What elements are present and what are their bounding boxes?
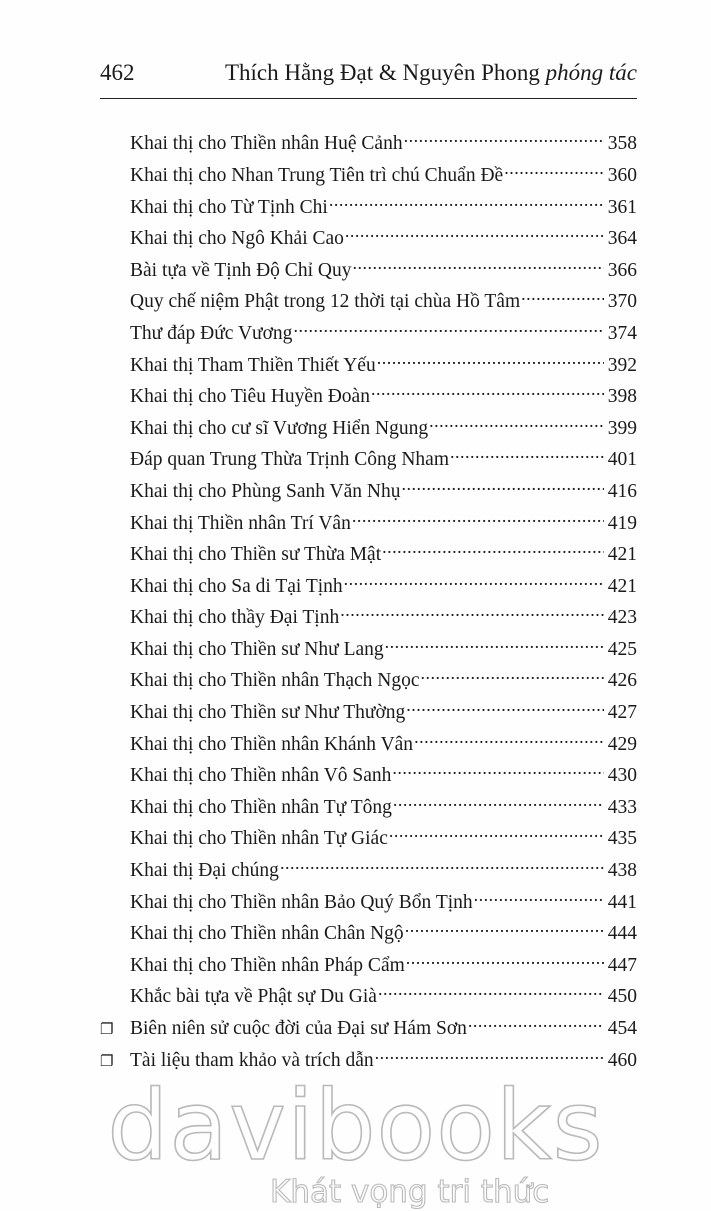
dot-leader <box>292 316 603 339</box>
toc-entry <box>100 221 637 253</box>
toc-entry <box>100 884 637 916</box>
dot-leader <box>388 821 604 844</box>
toc-entry <box>100 853 637 885</box>
toc-entry <box>100 758 637 790</box>
toc-entry-page: 360 <box>607 164 637 186</box>
dot-leader <box>376 347 604 370</box>
toc-entry-label: Khai thị cho Thiền sư Thừa Mật <box>130 544 382 566</box>
toc-entry <box>100 916 637 948</box>
dot-leader <box>344 221 604 244</box>
dot-leader <box>328 189 604 212</box>
page-header <box>100 60 637 96</box>
dot-leader <box>428 410 604 433</box>
toc-entry-label: Khai thị cho Thiền nhân Tự Tông <box>130 796 392 818</box>
running-title <box>225 60 637 86</box>
toc-entry-page: 399 <box>607 417 637 439</box>
toc-entry <box>100 474 637 506</box>
dot-leader <box>467 1011 604 1034</box>
header-rule <box>100 98 637 99</box>
toc-entry-page: 444 <box>607 923 637 945</box>
toc-entry-label: Tài liệu tham khảo và trích dẫn <box>130 1049 374 1071</box>
toc-entry-page: 366 <box>607 259 637 281</box>
toc-entry <box>100 695 637 727</box>
toc-entry-page: 421 <box>607 544 637 566</box>
toc-entry <box>100 600 637 632</box>
toc-entry-label: Bài tựa về Tịnh Độ Chỉ Quy <box>130 259 352 281</box>
dot-leader <box>473 884 604 907</box>
toc-entry-page: 392 <box>607 354 637 376</box>
toc-entry <box>100 284 637 316</box>
toc-entry-label: Khai thị cho Nhan Trung Tiên trì chú Chuẩn Đề <box>130 164 504 186</box>
toc-entry-page: 398 <box>607 386 637 408</box>
toc-entry-page: 364 <box>607 228 637 250</box>
toc-entry <box>100 442 637 474</box>
dot-leader <box>351 252 603 275</box>
toc-entry-label: Khai thị cho Thiền nhân Thạch Ngọc <box>130 670 420 692</box>
dot-leader <box>370 379 604 402</box>
toc-entry-page: 358 <box>607 133 637 155</box>
toc-entry-label: Khai thị cho Thiền sư Như Thường <box>130 702 406 724</box>
toc-entry <box>100 126 637 158</box>
toc-entry-label: Khai thị cho thầy Đại Tịnh <box>130 607 340 629</box>
toc-entry <box>100 726 637 758</box>
dot-leader <box>405 695 603 718</box>
toc-entry-page: 374 <box>607 322 637 344</box>
checkbox-bullet-icon: ❐ <box>100 1020 114 1039</box>
dot-leader <box>503 158 604 181</box>
toc-entry-label: Khai thị Thiền nhân Trí Vân <box>130 512 351 534</box>
dot-leader <box>392 789 604 812</box>
toc-entry-label: Khai thị cho Sa di Tại Tịnh <box>130 575 343 597</box>
toc-entry <box>100 158 637 190</box>
toc-entry <box>100 189 637 221</box>
toc-entry-page: 438 <box>607 860 637 882</box>
toc-entry-page: 441 <box>607 891 637 913</box>
toc-entry <box>100 252 637 284</box>
toc-entry-label: Khai thị cho Thiền nhân Huệ Cảnh <box>130 133 403 155</box>
toc-entry-page: 430 <box>607 765 637 787</box>
toc-entry-page: 447 <box>607 954 637 976</box>
dot-leader <box>403 126 604 149</box>
toc-entry <box>100 505 637 537</box>
dot-leader <box>391 758 603 781</box>
dot-leader <box>351 505 604 528</box>
toc-entry-page: 425 <box>607 638 637 660</box>
toc-entry-label: Khai thị cho Thiền sư Như Lang <box>130 638 384 660</box>
page-number: 462 <box>100 60 135 85</box>
toc-entry-page: 423 <box>607 607 637 629</box>
toc-entry-page: 427 <box>607 702 637 724</box>
toc-entry-page: 419 <box>607 512 637 534</box>
toc-entry-label: Khai thị cho Tiêu Huyền Đoàn <box>130 386 370 408</box>
dot-leader <box>404 916 604 939</box>
toc-entry-page: 426 <box>607 670 637 692</box>
checkbox-bullet-icon: ❐ <box>100 1051 114 1070</box>
dot-leader <box>343 568 604 591</box>
toc-entry-page: 460 <box>607 1049 637 1071</box>
toc-entry-label: Khai thị cho Thiền nhân Tự Giác <box>130 828 388 850</box>
toc-entry-page: 429 <box>607 733 637 755</box>
toc-entry-page: 450 <box>607 986 637 1008</box>
toc-entry-page: 401 <box>607 449 637 471</box>
toc-entry-label: Thư đáp Đức Vương <box>130 322 293 344</box>
dot-leader <box>374 1042 604 1065</box>
toc-entry-label: Khai thị Đại chúng <box>130 860 279 882</box>
toc-entry-label: Khai thị cho Thiền nhân Khánh Vân <box>130 733 414 755</box>
dot-leader <box>405 947 604 970</box>
toc-entry-label: Khai thị cho cư sĩ Vương Hiển Ngung <box>130 417 429 439</box>
toc-entry <box>100 347 637 379</box>
toc-entry <box>100 789 637 821</box>
toc-entry <box>100 632 637 664</box>
dot-leader <box>449 442 604 465</box>
toc-entry-label: Khai thị cho Thiền nhân Pháp Cẩm <box>130 954 405 976</box>
toc-entry <box>100 947 637 979</box>
toc-entry-label: Quy chế niệm Phật trong 12 thời tại chùa Hồ Tâm <box>130 291 521 313</box>
watermark-tagline: Khát vọng tri thức <box>270 1174 550 1210</box>
dot-leader <box>400 474 603 497</box>
toc-entry <box>100 537 637 569</box>
running-title-suffix: phóng tác <box>545 60 637 85</box>
toc-entry-label: Khai thị cho Thiền nhân Chân Ngộ <box>130 923 404 945</box>
table-of-contents <box>100 126 637 1074</box>
toc-entry-label: Khai thị cho Ngô Khải Cao <box>130 228 344 250</box>
watermark <box>0 1070 711 1210</box>
toc-entry-label: Khai thị cho Thiền nhân Bảo Quý Bổn Tịnh <box>130 891 473 913</box>
toc-entry <box>100 1011 637 1043</box>
toc-entry <box>100 663 637 695</box>
toc-entry-label: Khai thị cho Thiền nhân Vô Sanh <box>130 765 392 787</box>
running-title-authors: Thích Hằng Đạt & Nguyên Phong <box>224 60 540 85</box>
watermark-logo: davibooks <box>107 1070 604 1182</box>
toc-entry-page: 454 <box>607 1018 637 1040</box>
toc-entry-page: 435 <box>607 828 637 850</box>
dot-leader <box>279 853 604 876</box>
toc-entry <box>100 316 637 348</box>
toc-entry-page: 370 <box>607 291 637 313</box>
toc-entry <box>100 379 637 411</box>
toc-entry-label: Khai thị cho Từ Tịnh Chi <box>130 196 328 218</box>
toc-entry <box>100 410 637 442</box>
toc-entry-page: 421 <box>607 575 637 597</box>
toc-entry-label: Đáp quan Trung Thừa Trịnh Công Nham <box>130 449 449 471</box>
dot-leader <box>384 632 604 655</box>
toc-entry-label: Khai thị cho Phùng Sanh Văn Nhụ <box>130 480 401 502</box>
toc-entry-page: 361 <box>607 196 637 218</box>
toc-entry-label: Khắc bài tựa về Phật sự Du Già <box>130 986 377 1008</box>
toc-entry <box>100 568 637 600</box>
toc-entry <box>100 821 637 853</box>
toc-entry-label: Khai thị Tham Thiền Thiết Yếu <box>130 354 376 376</box>
dot-leader <box>520 284 604 307</box>
toc-entry-page: 416 <box>607 480 637 502</box>
dot-leader <box>413 726 604 749</box>
dot-leader <box>381 537 604 560</box>
dot-leader <box>339 600 604 623</box>
toc-entry-page: 433 <box>607 796 637 818</box>
toc-entry <box>100 979 637 1011</box>
dot-leader <box>420 663 604 686</box>
toc-entry-label: Biên niên sử cuộc đời của Đại sư Hám Sơn <box>130 1018 467 1040</box>
dot-leader <box>377 979 604 1002</box>
